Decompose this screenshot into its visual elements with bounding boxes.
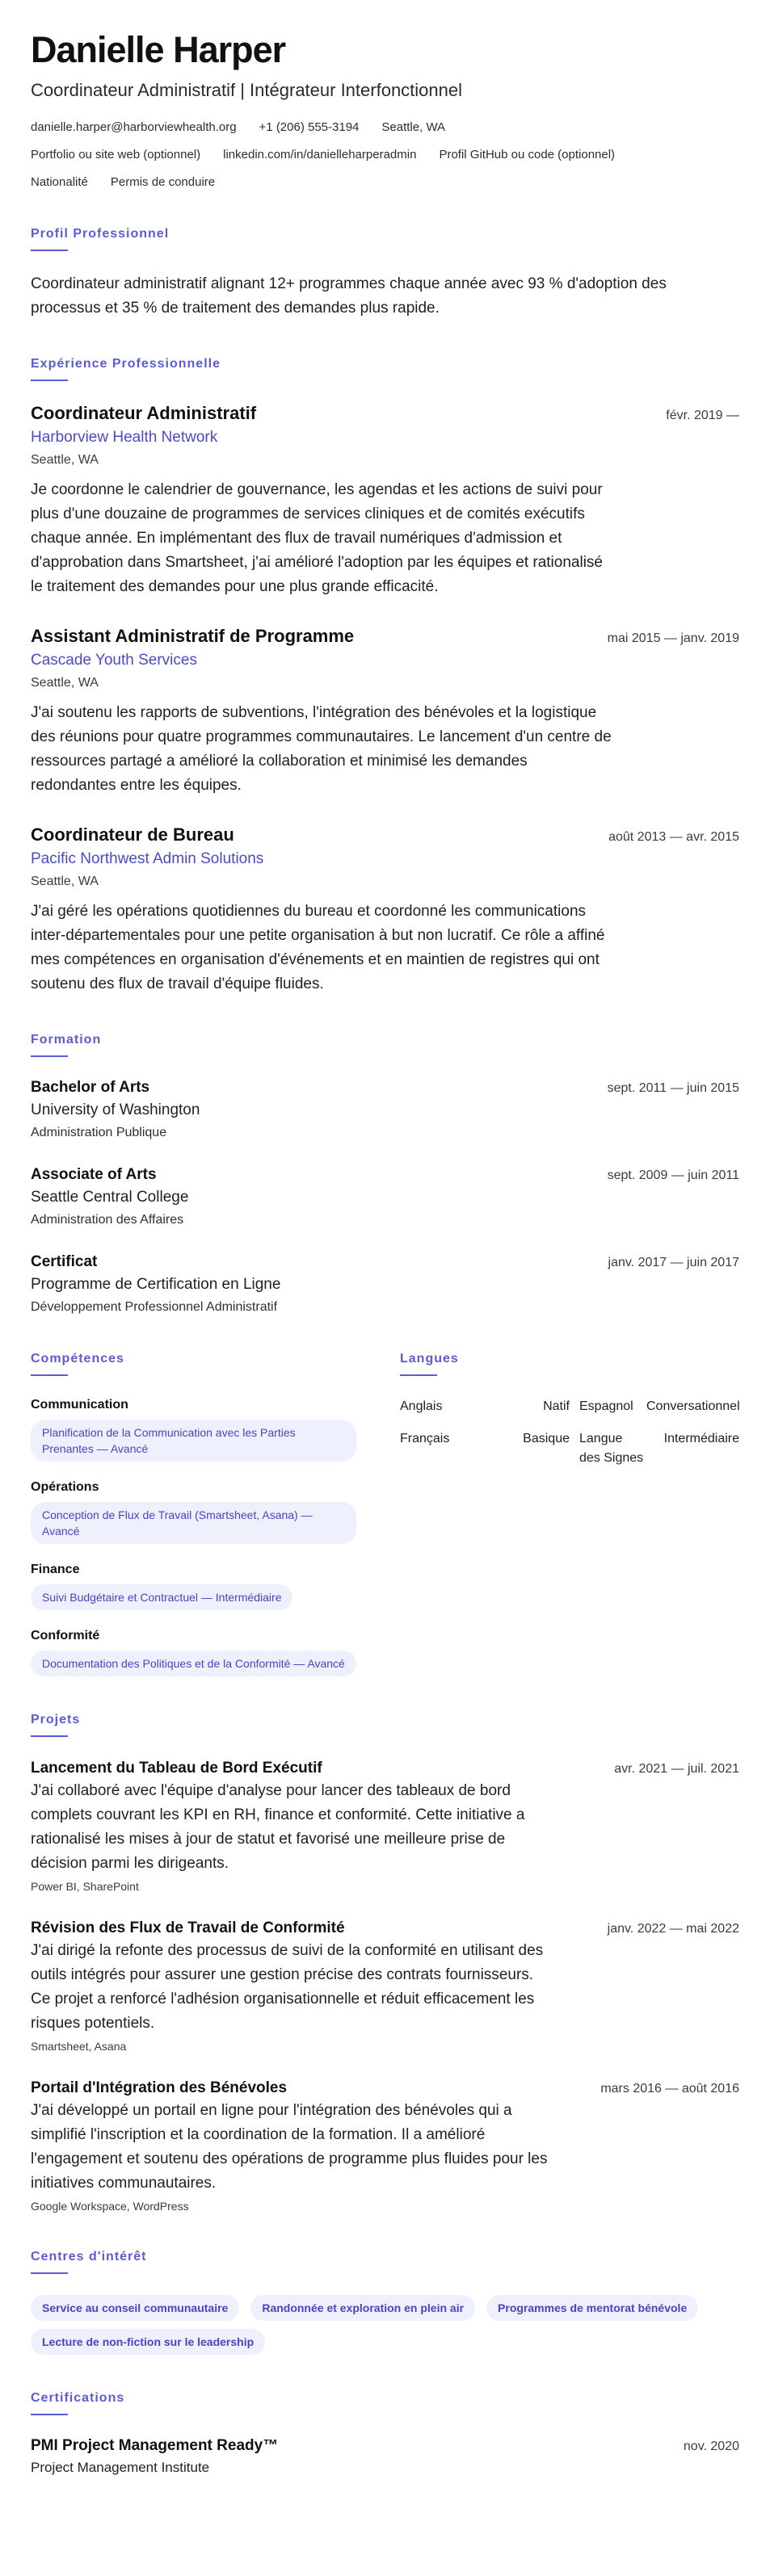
phone-link[interactable]: +1 (206) 555-3194	[259, 120, 360, 134]
job-description: J'ai géré les opérations quotidiennes du bureau et coordonné les communications inter-départementales pour une petite organisation à but non lucratif. Ce rôle a affiné mes compétences en organisation d'événements et en maintien de registres qui ont soutenu des flux de travail d'équipe fluides.	[31, 903, 605, 992]
certification-item	[31, 2436, 739, 2477]
profile-summary: Coordinateur administratif alignant 12+ programmes chaque année avec 93 % d'adoption des processus et 35 % de traitement des demandes plus rapide.	[31, 275, 667, 317]
school-name: Programme de Certification en Ligne	[31, 1276, 281, 1293]
candidate-headline: Coordinateur Administratif | Intégrateur Interfonctionnel	[31, 80, 463, 100]
skill-category: Communication	[31, 1398, 128, 1412]
job-title: Coordinateur Administratif	[31, 403, 257, 423]
projects-section	[31, 1712, 739, 2213]
linkedin-link[interactable]: linkedin.com/in/danielleharperadmin	[223, 148, 417, 162]
section-divider	[31, 2414, 68, 2415]
contact-row-2	[31, 147, 739, 163]
skill-category: Conformité	[31, 1629, 100, 1643]
section-title: Centres d'intérêt	[31, 2250, 147, 2263]
contact-row-1	[31, 120, 739, 136]
project-dates: avr. 2021 — juil. 2021	[614, 1762, 739, 1776]
nationality-text: Nationalité	[31, 175, 88, 189]
job-location: Seattle, WA	[31, 875, 99, 888]
skills-languages-row	[31, 1351, 739, 1676]
language-level: Conversationnel	[646, 1399, 740, 1413]
language-level: Natif	[543, 1399, 570, 1413]
skill-tag: Documentation des Politiques et de la Conformité — Avancé	[31, 1651, 356, 1676]
education-item	[31, 1252, 739, 1315]
interest-tag: Service au conseil communautaire	[31, 2295, 239, 2321]
skill-group	[31, 1562, 356, 1610]
language-name: Français	[400, 1432, 450, 1445]
education-dates: janv. 2017 — juin 2017	[608, 1256, 739, 1269]
skill-group	[31, 1397, 356, 1462]
certification-issuer: Project Management Institute	[31, 2460, 210, 2475]
section-title: Langues	[400, 1352, 459, 1366]
language-level: Basique	[523, 1432, 570, 1445]
skill-tag: Planification de la Communication avec les Parties Prenantes — Avancé	[31, 1420, 356, 1462]
section-title: Compétences	[31, 1352, 124, 1366]
school-name: University of Washington	[31, 1101, 200, 1118]
interest-tag: Programmes de mentorat bénévole	[486, 2295, 698, 2321]
job-description: J'ai soutenu les rapports de subventions, l'intégration des bénévoles et la logistique des réunions pour quatre programmes communautaires. Le lancement d'un centre de ressources partagé a amélioré la collaboration et minimisé les demandes redondantes entre les équipes.	[31, 704, 612, 794]
study-field: Administration des Affaires	[31, 1213, 184, 1227]
project-title: Portail d'Intégration des Bénévoles	[31, 2079, 288, 2096]
education-item	[31, 1078, 739, 1141]
language-name: Anglais	[400, 1399, 443, 1413]
language-level: Intermédiaire	[663, 1432, 739, 1445]
interest-tag: Randonnée et exploration en plein air	[250, 2295, 475, 2321]
school-name: Seattle Central College	[31, 1189, 189, 1206]
project-tools: Power BI, SharePoint	[31, 1880, 139, 1893]
project-description: J'ai développé un portail en ligne pour l'intégration des bénévoles qui a simplifié l'inscription et la coordination de la formation. Il a amélioré l'engagement et soutenu des opérations de programme plus fluides pour les initiatives communautaires.	[31, 2102, 548, 2192]
job-dates: août 2013 — avr. 2015	[608, 830, 739, 844]
location-text: Seattle, WA	[381, 120, 446, 134]
job-dates: févr. 2019 —	[666, 409, 739, 422]
section-title: Profil Professionnel	[31, 227, 170, 241]
languages-grid	[400, 1397, 739, 1468]
employer-name: Pacific Northwest Admin Solutions	[31, 850, 264, 867]
resume-header	[31, 29, 739, 191]
job-description: Je coordonne le calendrier de gouvernance, les agendas et les actions de suivi pour plus d'une douzaine de programmes de services cliniques et de comités exécutifs chaque année. En implémentant des flux de travail numériques d'admission et d'approbation dans Smartsheet, j'ai amélioré l'adoption par les équipes et rationalisé le traitement des demandes pour une plus grande efficacité.	[31, 481, 603, 595]
degree-title: Bachelor of Arts	[31, 1079, 150, 1096]
driving-licence-text: Permis de conduire	[110, 175, 216, 189]
skill-category: Finance	[31, 1563, 80, 1576]
project-title: Révision des Flux de Travail de Conformité	[31, 1919, 345, 1936]
section-divider	[31, 2272, 68, 2274]
interests-list	[31, 2295, 739, 2355]
language-name: Langue des Signes	[579, 1432, 644, 1465]
section-title: Projets	[31, 1713, 81, 1726]
job-title: Assistant Administratif de Programme	[31, 626, 355, 646]
github-link[interactable]: Profil GitHub ou code (optionnel)	[439, 148, 616, 162]
study-field: Développement Professionnel Administratif	[31, 1300, 278, 1314]
experience-item	[31, 402, 739, 599]
skill-category: Opérations	[31, 1480, 99, 1494]
language-name: Espagnol	[579, 1399, 633, 1413]
degree-title: Certificat	[31, 1253, 98, 1270]
interests-section	[31, 2249, 739, 2355]
experience-item	[31, 625, 739, 798]
project-tools: Smartsheet, Asana	[31, 2040, 127, 2053]
experience-section	[31, 356, 739, 996]
skill-tag: Suivi Budgétaire et Contractuel — Intermédiaire	[31, 1584, 292, 1610]
section-title: Expérience Professionnelle	[31, 357, 221, 371]
project-item	[31, 1758, 739, 1894]
skill-group	[31, 1479, 356, 1544]
job-location: Seattle, WA	[31, 676, 99, 690]
email-link[interactable]: danielle.harper@harborviewhealth.org	[31, 120, 237, 134]
contact-row-3	[31, 174, 739, 191]
degree-title: Associate of Arts	[31, 1166, 157, 1183]
certifications-section	[31, 2390, 739, 2477]
skill-group	[31, 1628, 356, 1676]
section-divider	[31, 380, 68, 381]
employer-name: Cascade Youth Services	[31, 652, 197, 669]
skills-section	[31, 1351, 356, 1676]
certification-date: nov. 2020	[683, 2440, 739, 2453]
education-section	[31, 1032, 739, 1315]
section-divider	[31, 1055, 68, 1057]
interest-tag: Lecture de non-fiction sur le leadership	[31, 2329, 265, 2355]
project-dates: mars 2016 — août 2016	[600, 2082, 739, 2096]
section-divider	[31, 1374, 68, 1376]
portfolio-link[interactable]: Portfolio ou site web (optionnel)	[31, 148, 201, 162]
job-title: Coordinateur de Bureau	[31, 824, 234, 845]
education-dates: sept. 2011 — juin 2015	[607, 1081, 739, 1095]
project-item	[31, 2078, 739, 2213]
project-description: J'ai dirigé la refonte des processus de suivi de la conformité en utilisant des outils intégrés pour assurer une gestion précise des contrats fournisseurs. Ce projet a renforcé l'adhésion organisationnelle et réduit efficacement les risques potentiels.	[31, 1942, 544, 2032]
profile-section	[31, 226, 739, 321]
section-title: Formation	[31, 1033, 102, 1047]
section-title: Certifications	[31, 2391, 125, 2405]
skill-tag: Conception de Flux de Travail (Smartsheet, Asana) — Avancé	[31, 1502, 356, 1544]
job-dates: mai 2015 — janv. 2019	[607, 631, 739, 645]
section-divider	[31, 250, 68, 251]
study-field: Administration Publique	[31, 1126, 167, 1139]
job-location: Seattle, WA	[31, 453, 99, 467]
project-item	[31, 1918, 739, 2054]
project-title: Lancement du Tableau de Bord Exécutif	[31, 1760, 322, 1777]
education-dates: sept. 2009 — juin 2011	[607, 1168, 739, 1182]
project-description: J'ai collaboré avec l'équipe d'analyse pour lancer des tableaux de bord complets couvrant les KPI en RH, finance et conformité. Cette initiative a rationalisé les mises à jour de statut et favorisé une meilleure prise de décision parmi les dirigeants.	[31, 1782, 525, 1872]
section-divider	[31, 1735, 68, 1737]
project-tools: Google Workspace, WordPress	[31, 2200, 189, 2213]
experience-item	[31, 824, 739, 996]
project-dates: janv. 2022 — mai 2022	[607, 1922, 739, 1936]
education-item	[31, 1165, 739, 1228]
employer-name: Harborview Health Network	[31, 429, 218, 446]
section-divider	[400, 1374, 437, 1376]
candidate-name: Danielle Harper	[31, 29, 286, 70]
languages-section	[400, 1351, 739, 1676]
certification-title: PMI Project Management Ready™	[31, 2437, 279, 2454]
